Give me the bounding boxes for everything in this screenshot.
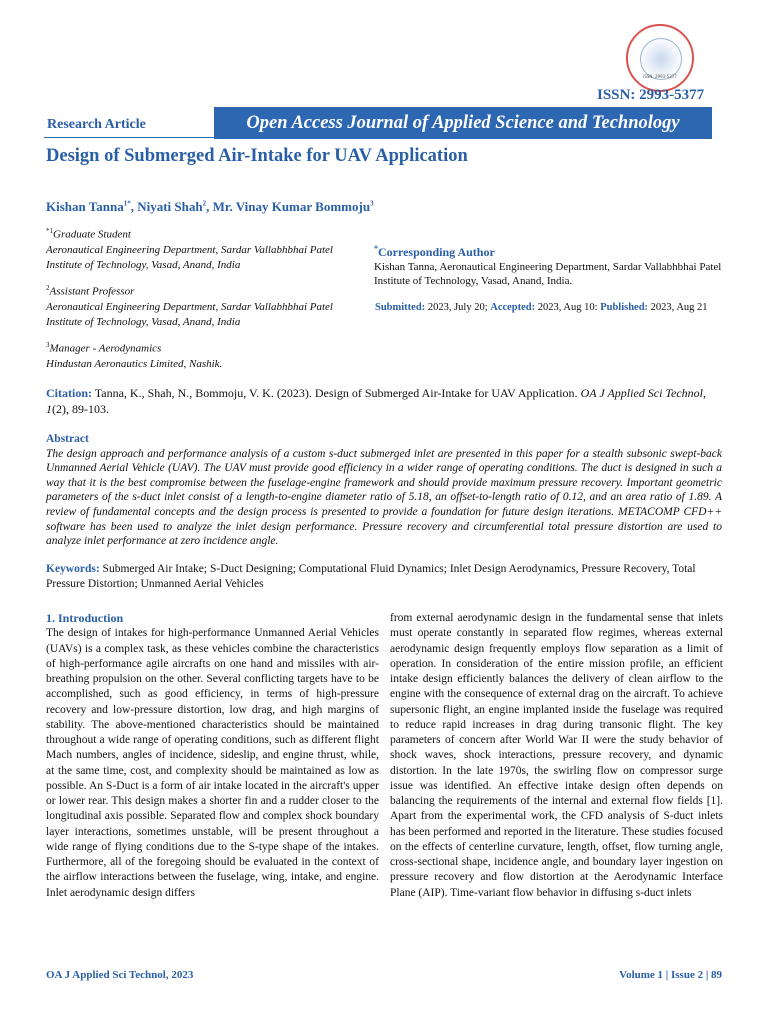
affiliation-1: [46, 224, 376, 273]
corresponding-mark: *: [374, 244, 378, 253]
keywords: [46, 562, 722, 592]
affiliation-tag: 2: [46, 284, 50, 292]
accepted-date: 2023, Aug 10:: [535, 302, 601, 313]
accepted-label: Accepted:: [490, 302, 536, 313]
section-heading: 1. Introduction: [46, 611, 124, 625]
corresponding-heading-text: Corresponding Author: [378, 245, 495, 259]
footer-page-info: Volume 1 | Issue 2 | 89: [619, 969, 722, 981]
logo-issn-text: ISSN: 2993-5377: [643, 74, 677, 79]
paper-title: Design of Submerged Air-Intake for UAV Application: [46, 146, 468, 166]
author-sup: 1*: [123, 199, 131, 208]
author-separator: ,: [206, 199, 213, 214]
affiliation-3: [46, 338, 376, 372]
body-text: from external aerodynamic design in the fundamental sense that inlets must operate constantly in separated flow regimes, whereas external aerodynamic design frequently employs flow separation as a limit of operation. In consideration of the entire mission profile, an efficient intake design efficiently balances the delivery of clean airflow to the engine with the consequence of external drag on the aircraft. To achieve supersonic flight, an engine implanted inside the fuselage was required to reduce rapid increases in drag during transonic flight. The key parameters of concern after World War II were the study behavior of shock waves, shock interactions, pressure recovery, and dynamic distortion. In the late 1970s, the swirling flow on compressor surge issue was identified. An effective intake design often depends on balancing the requirements of the internal and external flow fields [1]. Apart from the experimental work, the CFD analysis of S-duct inlets has been performed and reported in the literature. These studies focused on the effects of centerline curvature, length, offset, flow turning angle, cross-sectional shape, incidence angle, and boundary layer ingestion on pressure recovery and flow distortion at the Aerodynamic Interface Plane (AIP). Time-variant flow behavior in diffusing s-duct inlets: [390, 612, 723, 899]
author-name[interactable]: Kishan Tanna: [46, 199, 124, 214]
author-name[interactable]: Mr. Vinay Kumar Bommoju: [212, 199, 371, 214]
abstract: [46, 432, 722, 549]
affiliation-2: [46, 281, 376, 330]
abstract-heading: Abstract: [46, 433, 89, 445]
keywords-label: Keywords:: [46, 563, 100, 575]
citation-label: Citation:: [46, 386, 92, 400]
author-sup: 2: [202, 199, 207, 208]
citation-text: Tanna, K., Shah, N., Bommoju, V. K. (2023). Design of Submerged Air-Intake for UAV Application.: [92, 386, 581, 400]
article-type: Research Article: [47, 117, 146, 132]
affiliation-line: Hindustan Aeronautics Limited, Nashik.: [46, 357, 223, 370]
citation: [46, 385, 722, 417]
submitted-label: Submitted:: [375, 302, 426, 313]
body-column-left: [46, 611, 379, 901]
affiliation-line: Institute of Technology, Vasad, Anand, India: [46, 315, 241, 328]
author-name[interactable]: Niyati Shah: [137, 199, 203, 214]
corresponding-heading: [374, 245, 495, 259]
journal-logo: [626, 24, 694, 92]
header-rule: [44, 137, 214, 138]
published-date: 2023, Aug 21: [648, 302, 708, 313]
affiliation-role: Graduate Student: [53, 228, 131, 241]
affiliation-tag: *1: [46, 227, 53, 235]
keywords-text: Submerged Air Intake; S-Duct Designing; Computational Fluid Dynamics; Inlet Design Aerodynamics, Pressure Recovery, Total Pressure Distortion; Unmanned Aerial Vehicles: [46, 563, 696, 590]
body-column-right: [390, 611, 723, 901]
abstract-text: The design approach and performance analysis of a custom s-duct submerged inlet are presented in this paper for a stealth subsonic swept-back Unmanned Aerial Vehicle (UAV). The UAV must provide good efficiency in a wider range of operating conditions. The duct is designed in such a way that it is the best compromise between the fuselage-engine framework and should provide maximum pressure recovery. Important geometric parameters of the s-duct inlet consist of a length-to-engine diameter ratio of 5.18, an offset-to-length ratio of 0.12, and an area ratio of 1.89. A review of fundamental concepts and the design process is presented to provide a foundation for future design iterations. METACOMP CFD++ software has been used to analyze the inlet design performance. Pressure recovery and circumferential total pressure distortion are used to analyze inlet performance at zero incidence angle.: [46, 447, 722, 548]
author-list: [46, 199, 374, 215]
affiliation-role: Manager - Aerodynamics: [49, 342, 162, 355]
affiliation-line: Institute of Technology, Vasad, Anand, India: [46, 258, 241, 271]
affiliation-line: Aeronautical Engineering Department, Sardar Vallabhbhai Patel: [46, 300, 333, 313]
published-label: Published:: [600, 302, 649, 313]
affiliation-line: Aeronautical Engineering Department, Sardar Vallabhbhai Patel: [46, 243, 333, 256]
corresponding-text: Kishan Tanna, Aeronautical Engineering Department, Sardar Vallabhbhai Patel Institute of Technology, Vasad, Anand, India.: [374, 261, 722, 287]
corresponding-author: [374, 242, 724, 288]
issn-label: ISSN: 2993-5377: [597, 87, 705, 103]
affiliation-tag: 3: [46, 341, 50, 349]
citation-rest: (2), 89-103.: [52, 402, 109, 416]
author-sup: 3: [370, 199, 374, 208]
journal-name: Open Access Journal of Applied Science and Technology: [246, 113, 680, 133]
footer-journal: OA J Applied Sci Technol, 2023: [46, 969, 194, 981]
body-text: The design of intakes for high-performance Unmanned Aerial Vehicles (UAVs) is a complex task, as these vehicles combine the characteristics of high-performance agile aircrafts on one hand and missiles with air-breathing propulsion on the other. Several conflicting targets have to be accomplished, such as good efficiency, in terms of high-pressure recovery and low-pressure distortion, low drag, and high margins of stability. The above-mentioned characteristics should be maintained throughout a wide range of operating conditions, such as different flight Mach numbers, angles of incidence, sideslip, and engine thrust, while, at the same time, cost, and complexity should be maintained as low as possible. An S-Duct is a form of air intake located in the aircraft's upper or lower rear. This design makes a shorter fin and a rudder closer to the longitudinal axis possible. Separated flow and complex shock boundary layer interactions, sometimes unstable, will be present throughout a wide range of flying conditions due to the S-type shape of the intakes. Furthermore, all of the foregoing should be evaluated in the context of the airflow interactions between the fuselage, wing, intake, and engine. Inlet aerodynamic design differs: [46, 627, 379, 899]
citation-journal: OA J Applied Sci Technol, 1: [46, 386, 706, 416]
submitted-date: 2023, July 20;: [425, 302, 491, 313]
author-separator: ,: [130, 199, 138, 214]
affiliation-role: Assistant Professor: [49, 285, 135, 298]
publication-dates: [375, 302, 725, 313]
